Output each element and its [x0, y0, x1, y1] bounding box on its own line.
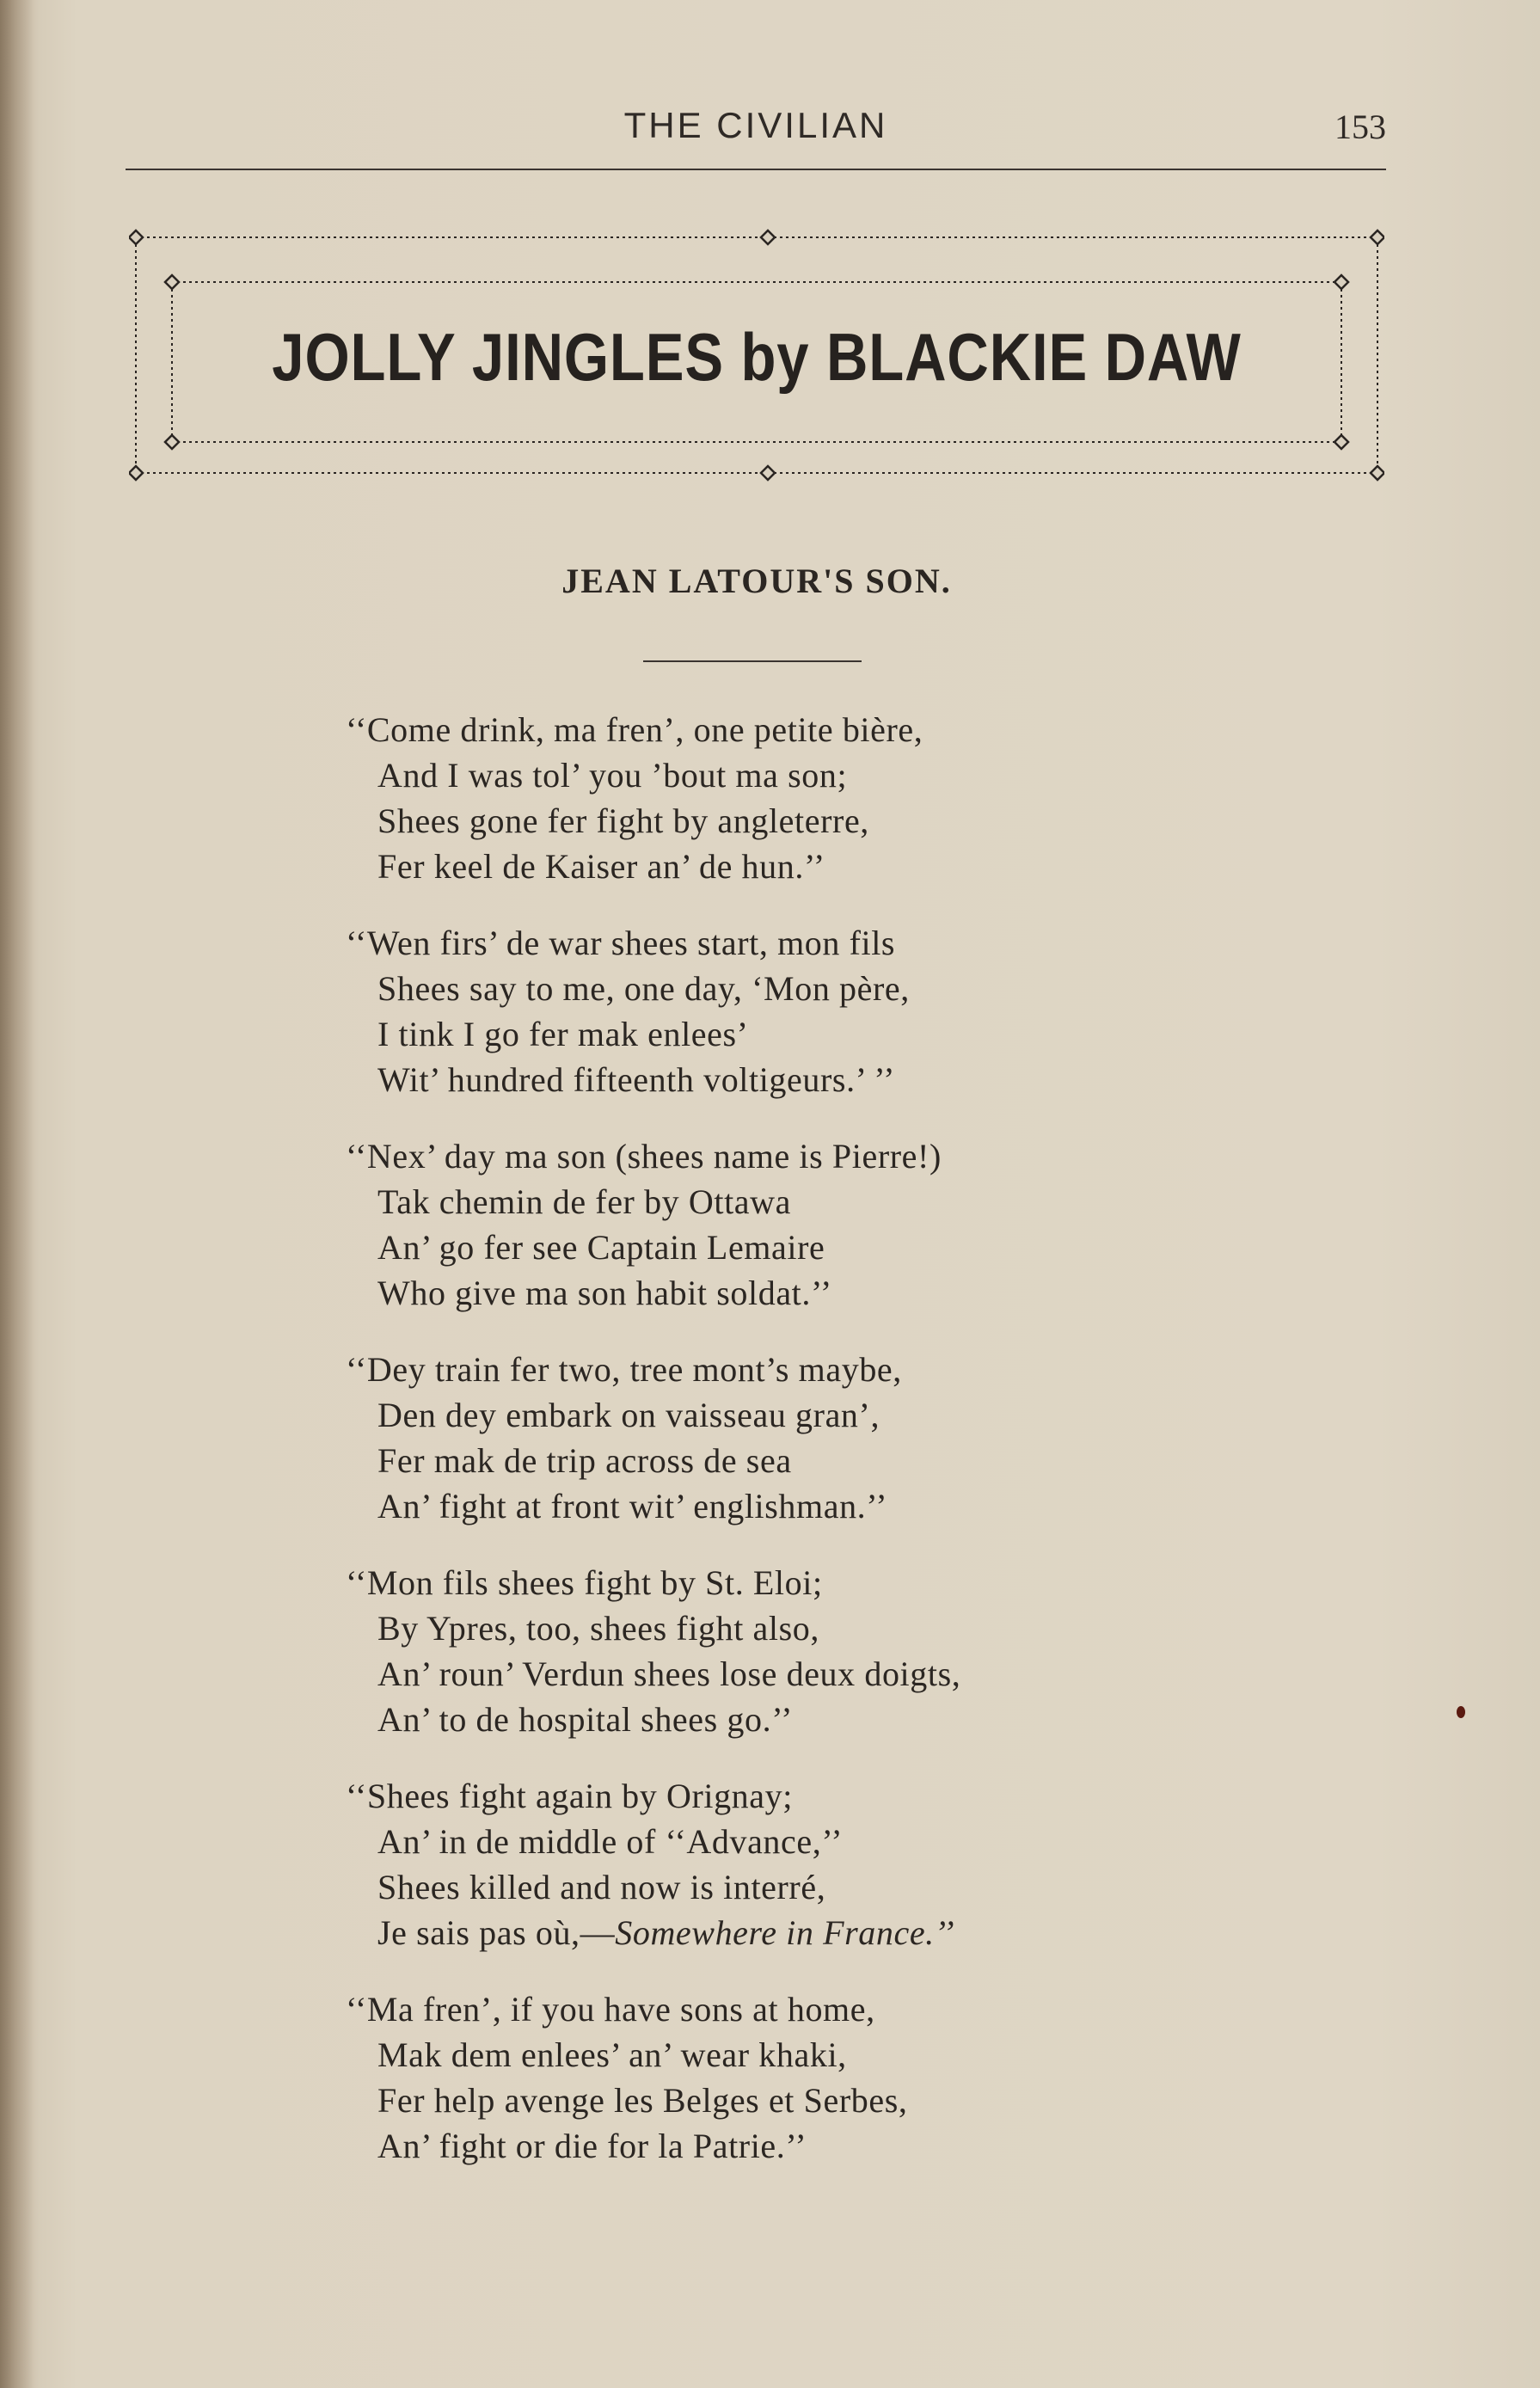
running-header — [126, 101, 1386, 170]
title-rule — [643, 660, 862, 662]
stanza — [346, 1133, 1206, 1316]
banner-title: JOLLY JINGLES by BLACKIE DAW — [272, 319, 1242, 395]
poem-line: ‘‘Wen firs’ de war shees start, mon fils — [346, 924, 896, 962]
poem-line: ‘‘Dey train fer two, tree mont’s maybe, — [346, 1350, 902, 1389]
poem-line: Wit’ hundred fifteenth voltigeurs.’ ’’ — [377, 1060, 896, 1099]
poem-line-italic: Somewhere in France.’’ — [615, 1913, 955, 1952]
poem-line: ‘‘Come drink, ma fren’, one petite bière, — [346, 710, 923, 749]
poem-line: And I was tol’ you ’bout ma son; — [377, 756, 848, 795]
poem-line: Shees say to me, one day, ‘Mon père, — [377, 969, 910, 1008]
poem-line: Den dey embark on vaisseau gran’, — [377, 1396, 880, 1434]
poem-line: An’ to de hospital shees go.’’ — [377, 1700, 794, 1739]
poem-line: By Ypres, too, shees fight also, — [377, 1609, 819, 1648]
poem-title: JEAN LATOUR'S SON. — [561, 562, 952, 600]
stanza — [346, 1560, 1206, 1742]
poem-line: Who give ma son habit soldat.’’ — [377, 1274, 832, 1312]
poem-line: An’ go fer see Captain Lemaire — [377, 1228, 825, 1267]
ink-speck — [1457, 1706, 1465, 1718]
poem-line — [346, 1910, 1206, 1955]
poem-line: Mak dem enlees’ an’ wear khaki, — [377, 2035, 847, 2074]
page-number: 153 — [1334, 107, 1386, 146]
poem-line: An’ fight or die for la Patrie.’’ — [377, 2127, 807, 2165]
stanza — [346, 920, 1206, 1102]
poem-line: Fer help avenge les Belges et Serbes, — [377, 2081, 908, 2120]
poem-line: ‘‘Shees fight again by Orignay; — [346, 1777, 793, 1815]
poem-line-roman: Je sais pas où,— — [377, 1913, 616, 1952]
poem-line: I tink I go fer mak enlees’ — [377, 1015, 749, 1053]
poem-line: Fer keel de Kaiser an’ de hun.’’ — [377, 847, 825, 886]
poem-line: An’ fight at front wit’ englishman.’’ — [377, 1487, 888, 1525]
poem-line: An’ roun’ Verdun shees lose deux doigts, — [377, 1654, 961, 1693]
poem-body — [346, 707, 1206, 2200]
poem-line: Shees killed and now is interré, — [377, 1868, 826, 1906]
stanza — [346, 1773, 1206, 1955]
poem-line: ‘‘Ma fren’, if you have sons at home, — [346, 1990, 875, 2029]
stanza — [346, 1986, 1206, 2169]
poem-line: ‘‘Mon fils shees fight by St. Eloi; — [346, 1563, 823, 1602]
stanza — [346, 707, 1206, 889]
poem-line: Shees gone fer fight by angleterre, — [377, 801, 869, 840]
poem-line: ‘‘Nex’ day ma son (shees name is Pierre!) — [346, 1137, 942, 1176]
stanza — [346, 1347, 1206, 1529]
poem-line: Fer mak de trip across de sea — [377, 1441, 792, 1480]
poem-line: Tak chemin de fer by Ottawa — [377, 1182, 791, 1221]
spine-shadow — [0, 0, 34, 2388]
poem-line: An’ in de middle of ‘‘Advance,’’ — [377, 1822, 844, 1861]
title-banner — [129, 222, 1384, 488]
running-title: THE CIVILIAN — [623, 105, 888, 145]
